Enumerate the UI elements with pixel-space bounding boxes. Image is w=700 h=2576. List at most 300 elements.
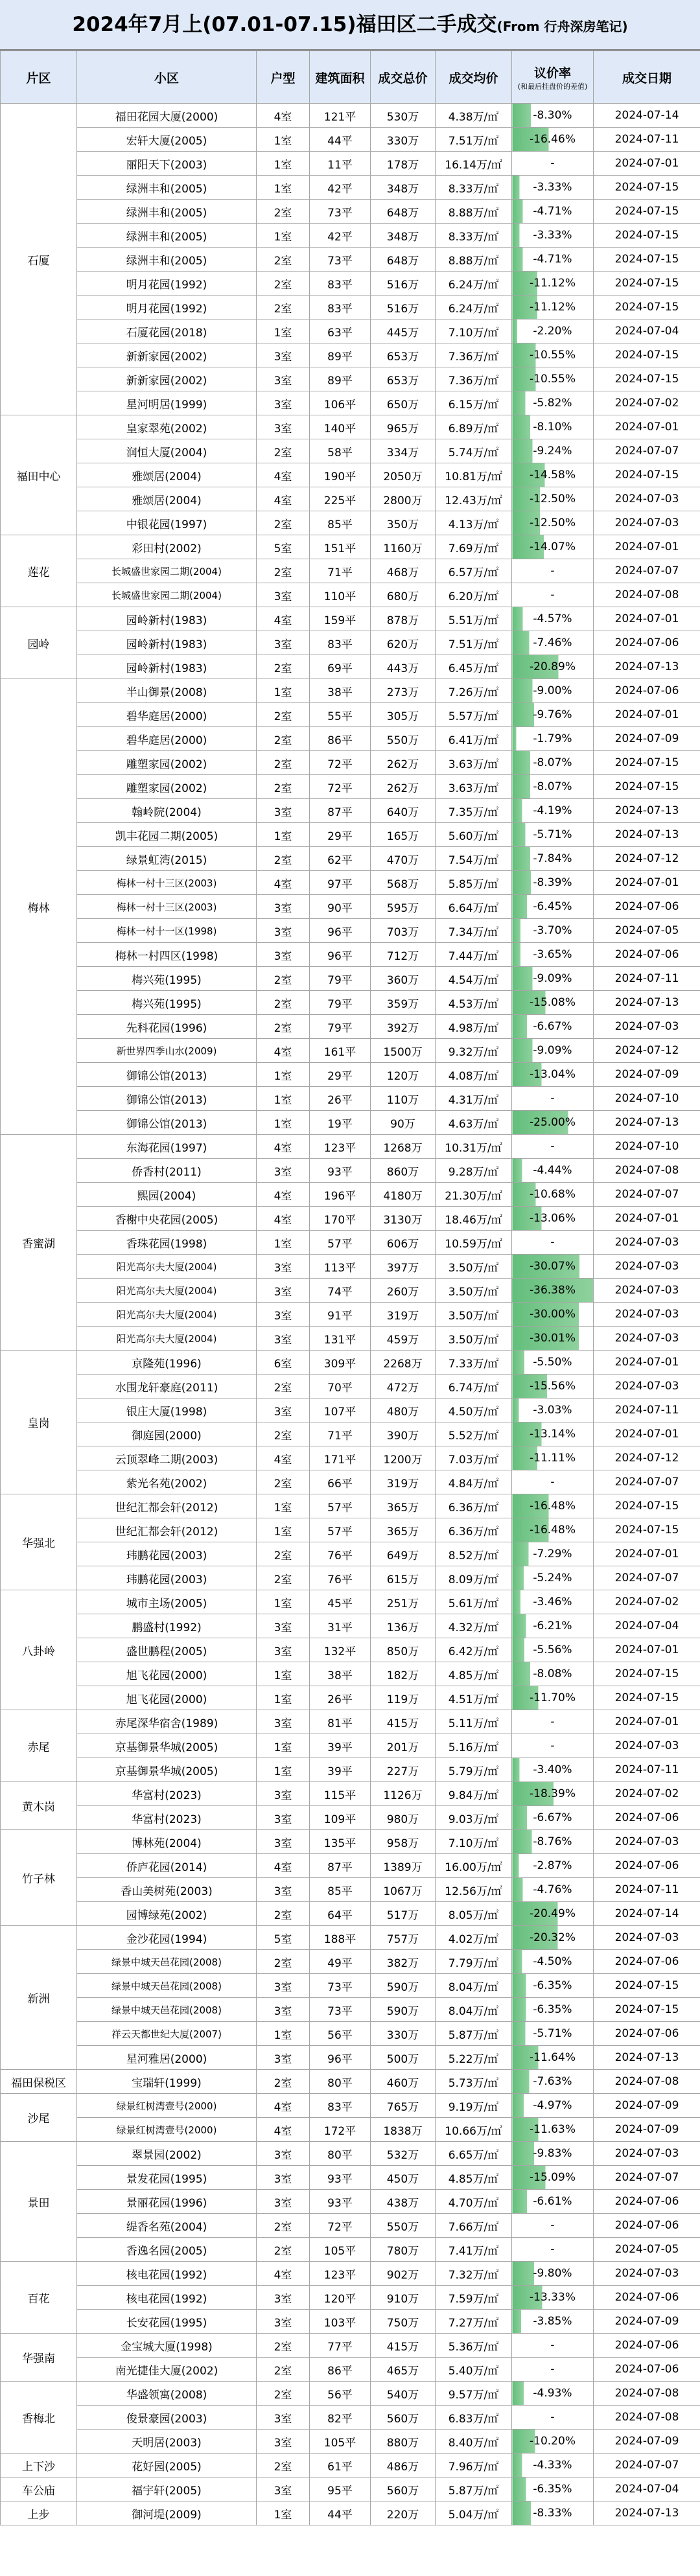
layout-cell: 2室: [257, 1375, 310, 1398]
unit-price-cell: 7.10万/㎡: [436, 1830, 512, 1854]
layout-cell: 2室: [257, 1902, 310, 1926]
total-cell: 620万: [371, 631, 436, 655]
unit-price-cell: 8.52万/㎡: [436, 1542, 512, 1566]
area-cell: 131平: [310, 1327, 371, 1351]
area-cell: 55平: [310, 703, 371, 727]
community-cell: 园博绿苑(2002): [77, 1902, 257, 1926]
unit-price-cell: 4.63万/㎡: [436, 1111, 512, 1135]
unit-price-cell: 7.36万/㎡: [436, 367, 512, 391]
unit-price-cell: 3.50万/㎡: [436, 1327, 512, 1351]
table-row: [1, 871, 700, 895]
area-cell: 72平: [310, 751, 371, 775]
date-cell: 2024-07-01: [594, 871, 700, 895]
date-cell: 2024-07-06: [594, 2022, 700, 2046]
unit-price-cell: 4.53万/㎡: [436, 991, 512, 1015]
discount-cell: -: [512, 2238, 594, 2262]
total-cell: 902万: [371, 2262, 436, 2286]
date-cell: 2024-07-08: [594, 1159, 700, 1183]
date-cell: 2024-07-03: [594, 1015, 700, 1039]
community-cell: 梅林一村十三区(2003): [77, 871, 257, 895]
layout-cell: 3室: [257, 2286, 310, 2310]
table-row: [1, 1327, 700, 1351]
area-cell: 96平: [310, 943, 371, 967]
total-cell: 517万: [371, 1902, 436, 1926]
total-cell: 120万: [371, 1063, 436, 1087]
table-row: [1, 1207, 700, 1231]
date-cell: 2024-07-06: [594, 943, 700, 967]
layout-cell: 4室: [257, 871, 310, 895]
table-row: [1, 919, 700, 943]
title-main: 2024年7月上(07.01-07.15)福田区二手成交: [72, 13, 497, 36]
layout-cell: 2室: [257, 775, 310, 799]
unit-price-cell: 4.85万/㎡: [436, 1662, 512, 1686]
area-cell: 73平: [310, 248, 371, 272]
total-cell: 590万: [371, 1998, 436, 2022]
table-row: [1, 1422, 700, 1446]
date-cell: 2024-07-06: [594, 2358, 700, 2382]
discount-cell: -: [512, 1135, 594, 1159]
area-cell: 109平: [310, 1806, 371, 1830]
layout-cell: 4室: [257, 487, 310, 511]
discount-cell: -3.85%: [512, 2310, 594, 2334]
area-cell: 42平: [310, 224, 371, 248]
total-cell: 1838万: [371, 2118, 436, 2142]
discount-cell: -4.71%: [512, 200, 594, 224]
table-row: [1, 1231, 700, 1255]
area-cell: 76平: [310, 1542, 371, 1566]
discount-cell: -9.09%: [512, 967, 594, 991]
total-cell: 415万: [371, 1710, 436, 1734]
area-cell: 57平: [310, 1494, 371, 1518]
layout-cell: 2室: [257, 1422, 310, 1446]
unit-price-cell: 6.36万/㎡: [436, 1518, 512, 1542]
layout-cell: 3室: [257, 943, 310, 967]
unit-price-cell: 5.74万/㎡: [436, 439, 512, 463]
table-row: [1, 2286, 700, 2310]
unit-price-cell: 5.87万/㎡: [436, 2477, 512, 2501]
unit-price-cell: 12.43万/㎡: [436, 487, 512, 511]
col-district: 片区: [1, 51, 77, 104]
discount-cell: -5.71%: [512, 823, 594, 847]
discount-cell: -30.01%: [512, 1327, 594, 1351]
table-row: [1, 2070, 700, 2094]
area-cell: 83平: [310, 2094, 371, 2118]
area-cell: 171平: [310, 1446, 371, 1470]
area-cell: 44平: [310, 2501, 371, 2525]
area-cell: 89平: [310, 343, 371, 367]
layout-cell: 5室: [257, 1926, 310, 1950]
community-cell: 银庄大厦(1998): [77, 1398, 257, 1422]
table-row: [1, 1830, 700, 1854]
unit-price-cell: 3.50万/㎡: [436, 1303, 512, 1327]
table-row: [1, 1662, 700, 1686]
discount-cell: -2.87%: [512, 1854, 594, 1878]
unit-price-cell: 7.34万/㎡: [436, 919, 512, 943]
unit-price-cell: 8.88万/㎡: [436, 248, 512, 272]
layout-cell: 4室: [257, 1039, 310, 1063]
area-cell: 89平: [310, 367, 371, 391]
layout-cell: 3室: [257, 1279, 310, 1303]
community-cell: 景丽花园(1996): [77, 2190, 257, 2214]
unit-price-cell: 8.04万/㎡: [436, 1998, 512, 2022]
layout-cell: 3室: [257, 631, 310, 655]
area-cell: 56平: [310, 2022, 371, 2046]
discount-cell: -11.11%: [512, 1446, 594, 1470]
date-cell: 2024-07-12: [594, 847, 700, 871]
discount-cell: -6.21%: [512, 1614, 594, 1638]
total-cell: 653万: [371, 343, 436, 367]
discount-cell: -8.08%: [512, 1662, 594, 1686]
date-cell: 2024-07-09: [594, 2118, 700, 2142]
layout-cell: 1室: [257, 1686, 310, 1710]
district-cell: 竹子林: [1, 1830, 77, 1926]
date-cell: 2024-07-06: [594, 1854, 700, 1878]
table-row: [1, 391, 700, 415]
layout-cell: 3室: [257, 1398, 310, 1422]
area-cell: 74平: [310, 1279, 371, 1303]
date-cell: 2024-07-02: [594, 391, 700, 415]
district-cell: 香梅北: [1, 2382, 77, 2454]
community-cell: 玮鹏花园(2003): [77, 1566, 257, 1590]
unit-price-cell: 5.85万/㎡: [436, 871, 512, 895]
discount-cell: -9.09%: [512, 1039, 594, 1063]
total-cell: 500万: [371, 2046, 436, 2070]
discount-cell: -4.93%: [512, 2382, 594, 2406]
date-cell: 2024-07-11: [594, 967, 700, 991]
date-cell: 2024-07-15: [594, 463, 700, 487]
total-cell: 780万: [371, 2238, 436, 2262]
community-cell: 润恒大厦(2004): [77, 439, 257, 463]
layout-cell: 2室: [257, 847, 310, 871]
community-cell: 阳光高尔夫大厦(2004): [77, 1327, 257, 1351]
table-row: [1, 1614, 700, 1638]
community-cell: 京隆苑(1996): [77, 1351, 257, 1375]
table-row: [1, 1255, 700, 1279]
date-cell: 2024-07-13: [594, 2046, 700, 2070]
total-cell: 590万: [371, 1974, 436, 1998]
layout-cell: 4室: [257, 1135, 310, 1159]
col-discount-note: (和最后挂盘价的差值): [517, 82, 588, 91]
unit-price-cell: 9.57万/㎡: [436, 2382, 512, 2406]
total-cell: 360万: [371, 967, 436, 991]
layout-cell: 1室: [257, 128, 310, 152]
layout-cell: 3室: [257, 1998, 310, 2022]
layout-cell: 5室: [257, 535, 310, 559]
date-cell: 2024-07-15: [594, 248, 700, 272]
area-cell: 159平: [310, 607, 371, 631]
area-cell: 38平: [310, 679, 371, 703]
layout-cell: 2室: [257, 2382, 310, 2406]
layout-cell: 3室: [257, 415, 310, 439]
layout-cell: 1室: [257, 2022, 310, 2046]
community-cell: 阳光高尔夫大厦(2004): [77, 1279, 257, 1303]
date-cell: 2024-07-06: [594, 1950, 700, 1974]
discount-cell: -: [512, 2358, 594, 2382]
community-cell: 水围龙轩豪庭(2011): [77, 1375, 257, 1398]
district-cell: 园岭: [1, 607, 77, 679]
layout-cell: 3室: [257, 2406, 310, 2430]
unit-price-cell: 5.73万/㎡: [436, 2070, 512, 2094]
table-row: [1, 727, 700, 751]
total-cell: 330万: [371, 2022, 436, 2046]
date-cell: 2024-07-10: [594, 1135, 700, 1159]
layout-cell: 2室: [257, 727, 310, 751]
date-cell: 2024-07-15: [594, 343, 700, 367]
community-cell: 御锦公馆(2013): [77, 1087, 257, 1111]
unit-price-cell: 7.26万/㎡: [436, 679, 512, 703]
unit-price-cell: 9.19万/㎡: [436, 2094, 512, 2118]
table-row: [1, 2142, 700, 2166]
community-cell: 凯丰花园二期(2005): [77, 823, 257, 847]
layout-cell: 2室: [257, 296, 310, 319]
community-cell: 半山御景(2008): [77, 679, 257, 703]
unit-price-cell: 7.36万/㎡: [436, 343, 512, 367]
total-cell: 650万: [371, 391, 436, 415]
table-row: [1, 1087, 700, 1111]
unit-price-cell: 6.83万/㎡: [436, 2406, 512, 2430]
unit-price-cell: 9.32万/㎡: [436, 1039, 512, 1063]
unit-price-cell: 6.15万/㎡: [436, 391, 512, 415]
community-cell: 园岭新村(1983): [77, 607, 257, 631]
total-cell: 330万: [371, 128, 436, 152]
area-cell: 31平: [310, 1614, 371, 1638]
total-cell: 4180万: [371, 1183, 436, 1207]
community-cell: 绿景中城天邑花园(2008): [77, 1974, 257, 1998]
table-row: [1, 1111, 700, 1135]
date-cell: 2024-07-03: [594, 1231, 700, 1255]
total-cell: 438万: [371, 2190, 436, 2214]
discount-cell: -6.67%: [512, 1806, 594, 1830]
area-cell: 86平: [310, 2358, 371, 2382]
community-cell: 新世界四季山水(2009): [77, 1039, 257, 1063]
layout-cell: 1室: [257, 1111, 310, 1135]
community-cell: 梅兴苑(1995): [77, 991, 257, 1015]
date-cell: 2024-07-09: [594, 727, 700, 751]
community-cell: 绿景中城天邑花园(2008): [77, 1950, 257, 1974]
total-cell: 445万: [371, 319, 436, 343]
area-cell: 69平: [310, 655, 371, 679]
discount-cell: -6.35%: [512, 1974, 594, 1998]
table-row: [1, 2358, 700, 2382]
discount-cell: -18.39%: [512, 1782, 594, 1806]
total-cell: 334万: [371, 439, 436, 463]
date-cell: 2024-07-15: [594, 1662, 700, 1686]
community-cell: 碧华庭居(2000): [77, 703, 257, 727]
discount-cell: -5.24%: [512, 1566, 594, 1590]
community-cell: 长城盛世家园二期(2004): [77, 559, 257, 583]
layout-cell: 1室: [257, 1590, 310, 1614]
date-cell: 2024-07-15: [594, 1974, 700, 1998]
date-cell: 2024-07-01: [594, 415, 700, 439]
community-cell: 碧华庭居(2000): [77, 727, 257, 751]
total-cell: 450万: [371, 2166, 436, 2190]
total-cell: 860万: [371, 1159, 436, 1183]
table-row: [1, 1806, 700, 1830]
area-cell: 90平: [310, 895, 371, 919]
unit-price-cell: 8.09万/㎡: [436, 1566, 512, 1590]
area-cell: 115平: [310, 1782, 371, 1806]
area-cell: 73平: [310, 1998, 371, 2022]
discount-cell: -3.65%: [512, 943, 594, 967]
table-row: [1, 2454, 700, 2477]
discount-cell: -15.56%: [512, 1375, 594, 1398]
unit-price-cell: 5.22万/㎡: [436, 2046, 512, 2070]
table-row: [1, 703, 700, 727]
community-cell: 绿景红树湾壹号(2000): [77, 2118, 257, 2142]
layout-cell: 3室: [257, 2477, 310, 2501]
table-row: [1, 1998, 700, 2022]
area-cell: 87平: [310, 799, 371, 823]
table-row: [1, 1135, 700, 1159]
total-cell: 390万: [371, 1422, 436, 1446]
date-cell: 2024-07-13: [594, 1111, 700, 1135]
area-cell: 29平: [310, 823, 371, 847]
table-row: [1, 1015, 700, 1039]
community-cell: 雅颂居(2004): [77, 463, 257, 487]
community-cell: 缇香名苑(2004): [77, 2214, 257, 2238]
area-cell: 26平: [310, 1686, 371, 1710]
district-cell: 黄木岗: [1, 1782, 77, 1830]
discount-cell: -7.46%: [512, 631, 594, 655]
area-cell: 103平: [310, 2310, 371, 2334]
title-sub: (From 行舟深房笔记): [496, 19, 628, 34]
table-row: [1, 2477, 700, 2501]
community-cell: 雕塑家园(2002): [77, 775, 257, 799]
date-cell: 2024-07-15: [594, 1686, 700, 1710]
table-row: [1, 415, 700, 439]
discount-cell: -16.48%: [512, 1518, 594, 1542]
community-cell: 绿洲丰和(2005): [77, 176, 257, 200]
total-cell: 470万: [371, 847, 436, 871]
date-cell: 2024-07-08: [594, 583, 700, 607]
community-cell: 绿洲丰和(2005): [77, 224, 257, 248]
community-cell: 御庭园(2000): [77, 1422, 257, 1446]
community-cell: 御锦公馆(2013): [77, 1111, 257, 1135]
unit-price-cell: 4.70万/㎡: [436, 2190, 512, 2214]
community-cell: 南光捷佳大厦(2002): [77, 2358, 257, 2382]
table-header: [1, 51, 700, 104]
area-cell: 72平: [310, 775, 371, 799]
district-cell: 福田保税区: [1, 2070, 77, 2094]
table-row: [1, 1902, 700, 1926]
discount-cell: -6.35%: [512, 1998, 594, 2022]
area-cell: 82平: [310, 2406, 371, 2430]
discount-cell: -4.33%: [512, 2454, 594, 2477]
transactions-table: [0, 51, 700, 2525]
layout-cell: 3室: [257, 919, 310, 943]
date-cell: 2024-07-08: [594, 2406, 700, 2430]
table-row: [1, 967, 700, 991]
date-cell: 2024-07-03: [594, 1830, 700, 1854]
discount-cell: -11.63%: [512, 2118, 594, 2142]
discount-cell: -6.35%: [512, 2477, 594, 2501]
discount-cell: -6.45%: [512, 895, 594, 919]
district-cell: 车公庙: [1, 2477, 77, 2501]
total-cell: 392万: [371, 1015, 436, 1039]
date-cell: 2024-07-11: [594, 128, 700, 152]
unit-price-cell: 6.74万/㎡: [436, 1375, 512, 1398]
district-cell: 赤尾: [1, 1710, 77, 1782]
community-cell: 翰岭院(2004): [77, 799, 257, 823]
table-row: [1, 991, 700, 1015]
community-cell: 华盛领寓(2008): [77, 2382, 257, 2406]
discount-cell: -: [512, 2406, 594, 2430]
area-cell: 97平: [310, 871, 371, 895]
total-cell: 530万: [371, 104, 436, 128]
page-title: [0, 0, 700, 51]
unit-price-cell: 7.41万/㎡: [436, 2238, 512, 2262]
date-cell: 2024-07-01: [594, 1542, 700, 1566]
layout-cell: 1室: [257, 1231, 310, 1255]
community-cell: 绿景红树湾壹号(2000): [77, 2094, 257, 2118]
layout-cell: 1室: [257, 1758, 310, 1782]
community-cell: 绿洲丰和(2005): [77, 200, 257, 224]
layout-cell: 2室: [257, 559, 310, 583]
unit-price-cell: 10.81万/㎡: [436, 463, 512, 487]
unit-price-cell: 7.03万/㎡: [436, 1446, 512, 1470]
area-cell: 70平: [310, 1375, 371, 1398]
district-cell: 华强南: [1, 2334, 77, 2382]
area-cell: 123平: [310, 1135, 371, 1159]
date-cell: 2024-07-13: [594, 655, 700, 679]
community-cell: 世纪汇都会轩(2012): [77, 1494, 257, 1518]
community-cell: 鹏盛村(1992): [77, 1614, 257, 1638]
table-row: [1, 2118, 700, 2142]
discount-cell: -10.20%: [512, 2430, 594, 2454]
unit-price-cell: 5.40万/㎡: [436, 2358, 512, 2382]
area-cell: 83平: [310, 272, 371, 296]
layout-cell: 3室: [257, 1878, 310, 1902]
unit-price-cell: 5.79万/㎡: [436, 1758, 512, 1782]
discount-cell: -3.70%: [512, 919, 594, 943]
district-cell: 莲花: [1, 535, 77, 607]
unit-price-cell: 8.33万/㎡: [436, 176, 512, 200]
table-row: [1, 895, 700, 919]
area-cell: 26平: [310, 1087, 371, 1111]
community-cell: 石厦花园(2018): [77, 319, 257, 343]
layout-cell: 2室: [257, 1015, 310, 1039]
unit-price-cell: 5.87万/㎡: [436, 2022, 512, 2046]
discount-cell: -20.49%: [512, 1902, 594, 1926]
discount-cell: -: [512, 559, 594, 583]
area-cell: 161平: [310, 1039, 371, 1063]
table-row: [1, 1950, 700, 1974]
layout-cell: 1室: [257, 823, 310, 847]
discount-cell: -11.64%: [512, 2046, 594, 2070]
total-cell: 262万: [371, 775, 436, 799]
table-row: [1, 2238, 700, 2262]
area-cell: 188平: [310, 1926, 371, 1950]
total-cell: 305万: [371, 703, 436, 727]
unit-price-cell: 5.16万/㎡: [436, 1734, 512, 1758]
community-cell: 明月花园(1992): [77, 296, 257, 319]
area-cell: 73平: [310, 200, 371, 224]
table-row: [1, 823, 700, 847]
total-cell: 359万: [371, 991, 436, 1015]
discount-cell: -8.10%: [512, 415, 594, 439]
table-row: [1, 799, 700, 823]
date-cell: 2024-07-11: [594, 1398, 700, 1422]
unit-price-cell: 6.64万/㎡: [436, 895, 512, 919]
community-cell: 城市主场(2005): [77, 1590, 257, 1614]
discount-cell: -8.07%: [512, 775, 594, 799]
date-cell: 2024-07-06: [594, 2214, 700, 2238]
discount-cell: -4.44%: [512, 1159, 594, 1183]
total-cell: 397万: [371, 1255, 436, 1279]
layout-cell: 3室: [257, 1303, 310, 1327]
discount-cell: -3.46%: [512, 1590, 594, 1614]
area-cell: 49平: [310, 1950, 371, 1974]
